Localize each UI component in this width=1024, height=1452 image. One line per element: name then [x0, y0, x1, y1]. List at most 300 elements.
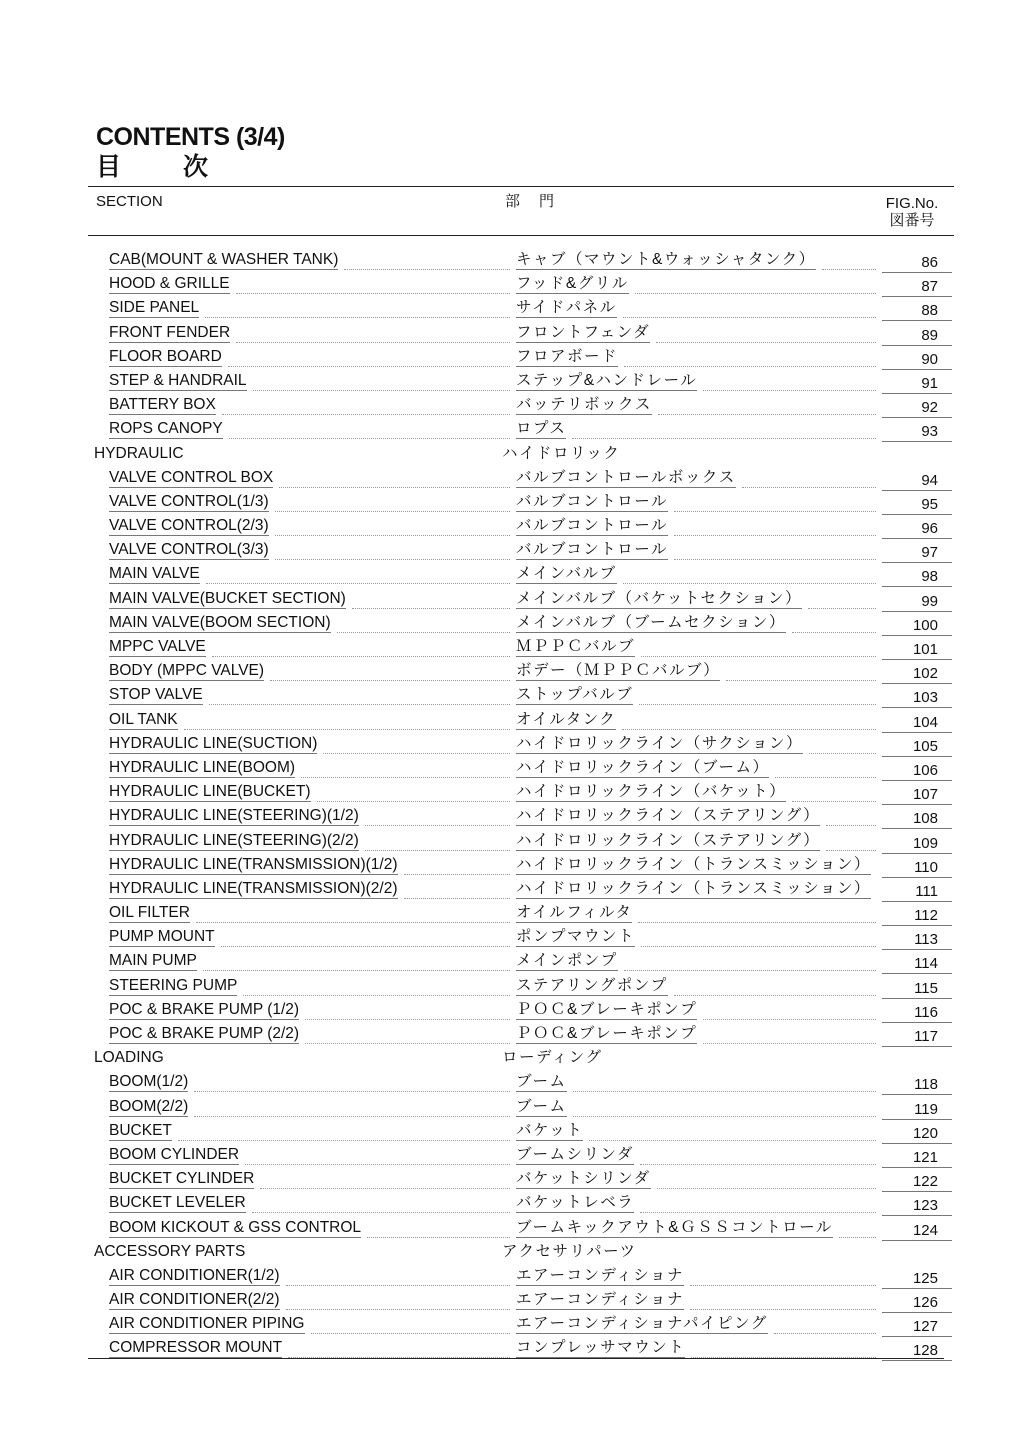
leader-dots — [279, 487, 510, 488]
leader-dots — [826, 850, 876, 851]
contents-row — [0, 1193, 1024, 1217]
fig-underline — [882, 1167, 952, 1168]
fig-number: 86 — [921, 254, 938, 271]
fig-number: 87 — [921, 278, 938, 296]
contents-row — [0, 879, 1024, 903]
fig-number: 108 — [912, 810, 938, 828]
contents-row — [0, 903, 1024, 927]
leader-dots — [301, 777, 510, 778]
contents-row — [0, 685, 1024, 709]
fig-underline — [882, 441, 952, 442]
item-name-en: SIDE PANEL — [109, 299, 200, 317]
contents-row — [0, 1314, 1024, 1338]
item-name-en: MAIN VALVE(BUCKET SECTION) — [109, 589, 346, 607]
contents-row — [0, 347, 1024, 371]
item-name-ja: ポンプマウント — [516, 928, 636, 946]
contents-row — [0, 1072, 1024, 1096]
fig-number: 115 — [914, 979, 938, 997]
fig-underline — [882, 853, 952, 854]
fig-number: 111 — [915, 882, 938, 900]
fig-number: 93 — [921, 423, 938, 441]
item-name-en: PUMP MOUNT — [109, 928, 215, 946]
leader-dots — [178, 1140, 510, 1141]
item-name-en: HYDRAULIC LINE(SUCTION) — [109, 734, 318, 752]
fig-underline — [882, 586, 952, 587]
leader-dots — [305, 1019, 510, 1020]
fig-number: 126 — [912, 1294, 938, 1312]
page-title-japanese: 目次 — [96, 153, 271, 181]
item-name-ja: ＭＰＰＣバルブ — [516, 638, 636, 655]
fig-underline — [882, 272, 952, 273]
contents-row — [0, 710, 1024, 734]
fig-underline — [882, 1215, 952, 1216]
leader-dots — [622, 729, 876, 730]
leader-dots — [275, 559, 510, 560]
leader-dots — [317, 801, 510, 802]
contents-row — [0, 1145, 1024, 1169]
fig-number: 110 — [914, 858, 938, 876]
fig-underline — [882, 707, 952, 708]
fig-number: 89 — [921, 326, 938, 344]
leader-dots — [674, 995, 876, 996]
fig-number: 114 — [914, 955, 938, 973]
contents-row — [0, 782, 1024, 806]
item-name-en: HYDRAULIC LINE(STEERING)(2/2) — [109, 831, 359, 849]
fig-underline — [882, 659, 952, 660]
fig-underline — [882, 973, 952, 974]
item-name-ja: バルブコントロール — [516, 541, 668, 559]
item-name-ja: ハイドロリックライン（バケット） — [516, 783, 787, 801]
item-name-ja: ブーム — [516, 1073, 567, 1091]
fig-number: 123 — [912, 1197, 938, 1215]
item-name-ja: ハイドロリックライン（ブーム） — [516, 758, 770, 776]
fig-underline — [882, 828, 952, 829]
leader-dots — [260, 1188, 510, 1189]
leader-dots — [228, 366, 510, 367]
leader-dots — [337, 632, 510, 633]
section-heading-en: LOADING — [94, 1049, 164, 1067]
fig-underline — [882, 925, 952, 926]
contents-row — [0, 395, 1024, 419]
leader-dots — [635, 293, 876, 294]
item-name-ja: ＰＯＣ&ブレーキポンプ — [516, 1025, 698, 1042]
contents-row — [0, 1266, 1024, 1290]
contents-row — [0, 419, 1024, 443]
leader-dots — [657, 1188, 876, 1189]
fig-underline — [882, 1360, 952, 1361]
fig-underline — [882, 1312, 952, 1313]
header-top-rule — [88, 186, 954, 187]
item-name-en: MAIN VALVE — [109, 565, 200, 583]
fig-underline — [882, 1191, 952, 1192]
fig-number: 101 — [912, 641, 938, 658]
leader-dots — [703, 1043, 876, 1044]
fig-underline — [882, 804, 952, 805]
contents-row — [0, 1024, 1024, 1048]
item-name-en: HYDRAULIC LINE(BOOM) — [109, 758, 296, 776]
leader-dots — [245, 1164, 510, 1165]
leader-dots — [658, 414, 876, 415]
fig-underline — [882, 611, 952, 612]
leader-dots — [344, 269, 510, 270]
header-bottom-rule — [88, 235, 954, 236]
section-heading-row — [0, 444, 1024, 468]
leader-dots — [367, 1237, 510, 1238]
item-name-ja: キャブ（マウント&ウォッシャタンク） — [516, 251, 816, 268]
contents-row — [0, 637, 1024, 661]
leader-dots — [275, 535, 510, 536]
contents-row — [0, 540, 1024, 564]
leader-dots — [839, 1237, 876, 1238]
item-name-ja: オイルタンク — [516, 710, 617, 728]
leader-dots — [221, 946, 510, 947]
fig-number: 97 — [921, 544, 938, 562]
fig-number: 106 — [912, 761, 938, 779]
item-name-ja: ハイドロリックライン（トランスミッション） — [516, 855, 871, 873]
item-name-en: HYDRAULIC LINE(TRANSMISSION)(1/2) — [109, 855, 398, 873]
item-name-ja: ＰＯＣ&ブレーキポンプ — [516, 1000, 698, 1018]
leader-dots — [270, 680, 510, 681]
contents-row — [0, 1097, 1024, 1121]
contents-row — [0, 1000, 1024, 1024]
fig-number: 88 — [921, 302, 938, 320]
leader-dots — [623, 317, 876, 318]
fig-underline — [882, 901, 952, 902]
contents-list — [0, 250, 1024, 1363]
leader-dots — [674, 559, 876, 560]
contents-row — [0, 927, 1024, 951]
leader-dots — [624, 366, 876, 367]
item-name-ja: ハイドロリックライン（ステアリング） — [516, 831, 821, 849]
item-name-ja: バケットレベラ — [516, 1194, 635, 1212]
item-name-en: MAIN VALVE(BOOM SECTION) — [109, 613, 331, 631]
item-name-ja: メインバルブ — [516, 565, 617, 583]
leader-dots — [206, 583, 510, 584]
fig-number: 124 — [912, 1221, 938, 1239]
fig-number: 127 — [912, 1318, 938, 1336]
item-name-ja: コンプレッサマウント — [516, 1339, 686, 1357]
item-name-en: AIR CONDITIONER(1/2) — [109, 1266, 280, 1284]
leader-dots — [674, 511, 876, 512]
section-heading-ja: アクセサリパーツ — [502, 1242, 637, 1260]
contents-row — [0, 323, 1024, 347]
contents-row — [0, 492, 1024, 516]
fig-number: 99 — [921, 592, 938, 610]
fig-underline — [882, 345, 952, 346]
item-name-ja: エアーコンディショナ — [516, 1266, 684, 1284]
leader-dots — [243, 995, 510, 996]
item-name-en: BATTERY BOX — [109, 396, 216, 414]
leader-dots — [589, 1140, 876, 1141]
fig-no-label: FIG.No. — [885, 195, 939, 212]
fig-number: 128 — [912, 1342, 938, 1360]
item-name-en: OIL FILTER — [109, 904, 190, 922]
fig-number: 120 — [912, 1124, 938, 1142]
item-name-ja: フロントフェンダ — [516, 323, 651, 341]
item-name-en: AIR CONDITIONER PIPING — [109, 1315, 305, 1333]
fig-number: 121 — [912, 1148, 938, 1166]
fig-underline — [882, 1022, 952, 1023]
fig-number: 125 — [912, 1269, 938, 1287]
item-name-en: POC & BRAKE PUMP (2/2) — [109, 1025, 300, 1042]
contents-row — [0, 250, 1024, 274]
item-name-en: HOOD & GRILLE — [109, 275, 230, 293]
fig-number: 102 — [912, 665, 938, 683]
fig-number: 94 — [921, 471, 938, 489]
item-name-en: FLOOR BOARD — [109, 347, 222, 365]
fig-underline — [882, 562, 952, 563]
leader-dots — [573, 1116, 876, 1117]
fig-number: 119 — [914, 1100, 938, 1118]
leader-dots — [624, 970, 876, 971]
contents-row — [0, 564, 1024, 588]
leader-dots — [826, 825, 876, 826]
bumon-column-header: 部 門 — [505, 193, 557, 210]
contents-row — [0, 516, 1024, 540]
section-heading-row — [0, 1242, 1024, 1266]
fig-underline — [882, 296, 952, 297]
contents-row — [0, 976, 1024, 1000]
item-name-en: VALVE CONTROL BOX — [109, 468, 274, 486]
item-name-ja: バルブコントロール — [516, 492, 668, 510]
leader-dots — [640, 1164, 876, 1165]
item-name-ja: メインバルブ（ブームセクション） — [516, 613, 786, 631]
leader-dots — [641, 656, 876, 657]
fig-underline — [882, 490, 952, 491]
leader-dots — [690, 1285, 876, 1286]
item-name-ja: ハイドロリックライン（サクション） — [516, 734, 803, 752]
item-name-en: FRONT FENDER — [109, 323, 231, 341]
item-name-en: BUCKET — [109, 1121, 172, 1139]
item-name-en: VALVE CONTROL(1/3) — [109, 492, 269, 510]
fig-underline — [882, 320, 952, 321]
contents-row — [0, 613, 1024, 637]
fig-number: 117 — [914, 1028, 938, 1045]
leader-dots — [792, 801, 876, 802]
item-name-ja: バルブコントロール — [516, 517, 668, 535]
leader-dots — [774, 1333, 876, 1334]
section-heading-en: ACCESSORY PARTS — [94, 1242, 246, 1260]
leader-dots — [641, 946, 876, 947]
fig-number: 109 — [912, 834, 938, 852]
contents-row — [0, 1290, 1024, 1314]
fig-number: 112 — [914, 907, 938, 925]
fig-number: 107 — [912, 786, 938, 804]
leader-dots — [222, 414, 510, 415]
leader-dots — [809, 753, 876, 754]
fig-number: 90 — [921, 350, 938, 368]
leader-dots — [640, 1212, 876, 1213]
leader-dots — [352, 608, 510, 609]
contents-row — [0, 468, 1024, 492]
footer-rule — [88, 1358, 944, 1359]
fig-number: 104 — [912, 713, 938, 731]
leader-dots — [236, 342, 510, 343]
leader-dots — [775, 777, 876, 778]
leader-dots — [229, 438, 510, 439]
fig-number: 122 — [912, 1173, 938, 1191]
fig-underline — [882, 635, 952, 636]
leader-dots — [305, 1043, 510, 1044]
contents-row — [0, 951, 1024, 975]
item-name-ja: フッド&グリル — [516, 275, 629, 293]
leader-dots — [703, 390, 876, 391]
fig-underline — [882, 949, 952, 950]
item-name-en: VALVE CONTROL(3/3) — [109, 541, 269, 559]
fig-number: 113 — [914, 931, 938, 949]
fig-underline — [882, 732, 952, 733]
item-name-en: HYDRAULIC LINE(TRANSMISSION)(2/2) — [109, 879, 398, 897]
item-name-en: OIL TANK — [109, 710, 178, 728]
leader-dots — [196, 922, 510, 923]
leader-dots — [252, 1212, 510, 1213]
leader-dots — [639, 704, 876, 705]
leader-dots — [365, 850, 510, 851]
contents-row — [0, 274, 1024, 298]
fig-underline — [882, 1240, 952, 1241]
item-name-en: STEP & HANDRAIL — [109, 371, 247, 389]
contents-row — [0, 589, 1024, 613]
leader-dots — [808, 608, 876, 609]
item-name-en: BOOM KICKOUT & GSS CONTROL — [109, 1218, 362, 1236]
fig-number: 105 — [912, 737, 938, 755]
item-name-en: MAIN PUMP — [109, 952, 197, 970]
fig-underline — [882, 1143, 952, 1144]
leader-dots — [792, 632, 876, 633]
item-name-en: POC & BRAKE PUMP (1/2) — [109, 1000, 300, 1018]
item-name-en: CAB(MOUNT & WASHER TANK) — [109, 251, 339, 268]
fig-underline — [882, 514, 952, 515]
section-heading-en: HYDRAULIC — [94, 444, 184, 462]
item-name-en: BODY (MPPC VALVE) — [109, 662, 265, 680]
item-name-ja: ロプス — [516, 420, 567, 438]
fig-number: 95 — [921, 495, 938, 513]
contents-row — [0, 1218, 1024, 1242]
fig-underline — [882, 393, 952, 394]
leader-dots — [572, 438, 876, 439]
item-name-ja: オイルフィルタ — [516, 904, 633, 922]
item-name-ja: ブームキックアウト&ＧＳＳコントロール — [516, 1218, 833, 1236]
leader-dots — [209, 704, 510, 705]
item-name-en: MPPC VALVE — [109, 638, 206, 655]
leader-dots — [404, 874, 510, 875]
item-name-en: BOOM(1/2) — [109, 1073, 189, 1091]
contents-row — [0, 298, 1024, 322]
fig-underline — [882, 683, 952, 684]
fig-underline — [882, 998, 952, 999]
item-name-en: BUCKET CYLINDER — [109, 1170, 255, 1188]
item-name-en: BOOM CYLINDER — [109, 1145, 240, 1163]
contents-row — [0, 661, 1024, 685]
item-name-en: BOOM(2/2) — [109, 1097, 189, 1115]
item-name-ja: ブームシリンダ — [516, 1145, 634, 1163]
fig-underline — [882, 1119, 952, 1120]
item-name-ja: ブーム — [516, 1097, 567, 1115]
item-name-ja: サイドパネル — [516, 299, 617, 317]
contents-row — [0, 806, 1024, 830]
leader-dots — [656, 342, 876, 343]
fig-underline — [882, 369, 952, 370]
section-heading-row — [0, 1048, 1024, 1072]
item-name-ja: フロアボード — [516, 347, 619, 365]
leader-dots — [311, 1333, 510, 1334]
fig-no-label-japanese: 図番号 — [889, 212, 935, 229]
fig-underline — [882, 538, 952, 539]
fig-number: 103 — [912, 689, 938, 707]
leader-dots — [404, 898, 510, 899]
leader-dots — [194, 1091, 510, 1092]
leader-dots — [703, 1019, 876, 1020]
leader-dots — [184, 729, 510, 730]
leader-dots — [286, 1285, 510, 1286]
leader-dots — [623, 583, 876, 584]
contents-row — [0, 758, 1024, 782]
fig-underline — [882, 780, 952, 781]
item-name-ja: ストップバルブ — [516, 686, 634, 704]
leader-dots — [275, 511, 510, 512]
item-name-en: HYDRAULIC LINE(STEERING)(1/2) — [109, 807, 359, 825]
item-name-en: AIR CONDITIONER(2/2) — [109, 1291, 280, 1309]
leader-dots — [690, 1309, 876, 1310]
leader-dots — [638, 922, 876, 923]
item-name-en: BUCKET LEVELER — [109, 1194, 246, 1212]
item-name-ja: ハイドロリックライン（ステアリング） — [516, 807, 821, 825]
fig-no-column-header — [880, 195, 944, 229]
section-heading-ja: ハイドロリック — [502, 444, 621, 462]
item-name-en: ROPS CANOPY — [109, 420, 223, 438]
fig-underline — [882, 877, 952, 878]
leader-dots — [286, 1309, 510, 1310]
leader-dots — [253, 390, 510, 391]
leader-dots — [212, 656, 510, 657]
item-name-ja: バケット — [516, 1121, 584, 1139]
leader-dots — [194, 1116, 510, 1117]
leader-dots — [822, 269, 876, 270]
item-name-ja: バルブコントロールボックス — [516, 468, 736, 486]
fig-underline — [882, 1288, 952, 1289]
leader-dots — [573, 1091, 876, 1092]
leader-dots — [365, 825, 510, 826]
item-name-ja: ボデー（ＭＰＰＣバルブ） — [516, 662, 721, 680]
contents-row — [0, 734, 1024, 758]
fig-underline — [882, 1094, 952, 1095]
leader-dots — [205, 317, 510, 318]
contents-row — [0, 855, 1024, 879]
fig-number: 91 — [921, 374, 938, 392]
item-name-ja: エアーコンディショナ — [516, 1291, 684, 1309]
section-heading-ja: ローディング — [502, 1049, 603, 1067]
fig-underline — [882, 417, 952, 418]
item-name-en: HYDRAULIC LINE(BUCKET) — [109, 783, 311, 801]
page-title: CONTENTS (3/4) — [96, 123, 285, 151]
leader-dots — [674, 535, 876, 536]
fig-number: 116 — [914, 1003, 938, 1021]
fig-underline — [882, 1336, 952, 1337]
section-column-header: SECTION — [96, 193, 163, 210]
item-name-en: VALVE CONTROL(2/3) — [109, 517, 269, 535]
item-name-ja: エアーコンディショナパイピング — [516, 1315, 768, 1333]
leader-dots — [742, 487, 876, 488]
fig-number: 92 — [921, 399, 938, 417]
fig-underline — [882, 756, 952, 757]
title-block — [96, 122, 285, 182]
fig-number: 96 — [921, 520, 938, 538]
leader-dots — [236, 293, 510, 294]
leader-dots — [203, 970, 510, 971]
item-name-ja: ステアリングポンプ — [516, 976, 668, 994]
contents-row — [0, 1121, 1024, 1145]
item-name-en: STOP VALVE — [109, 686, 203, 704]
